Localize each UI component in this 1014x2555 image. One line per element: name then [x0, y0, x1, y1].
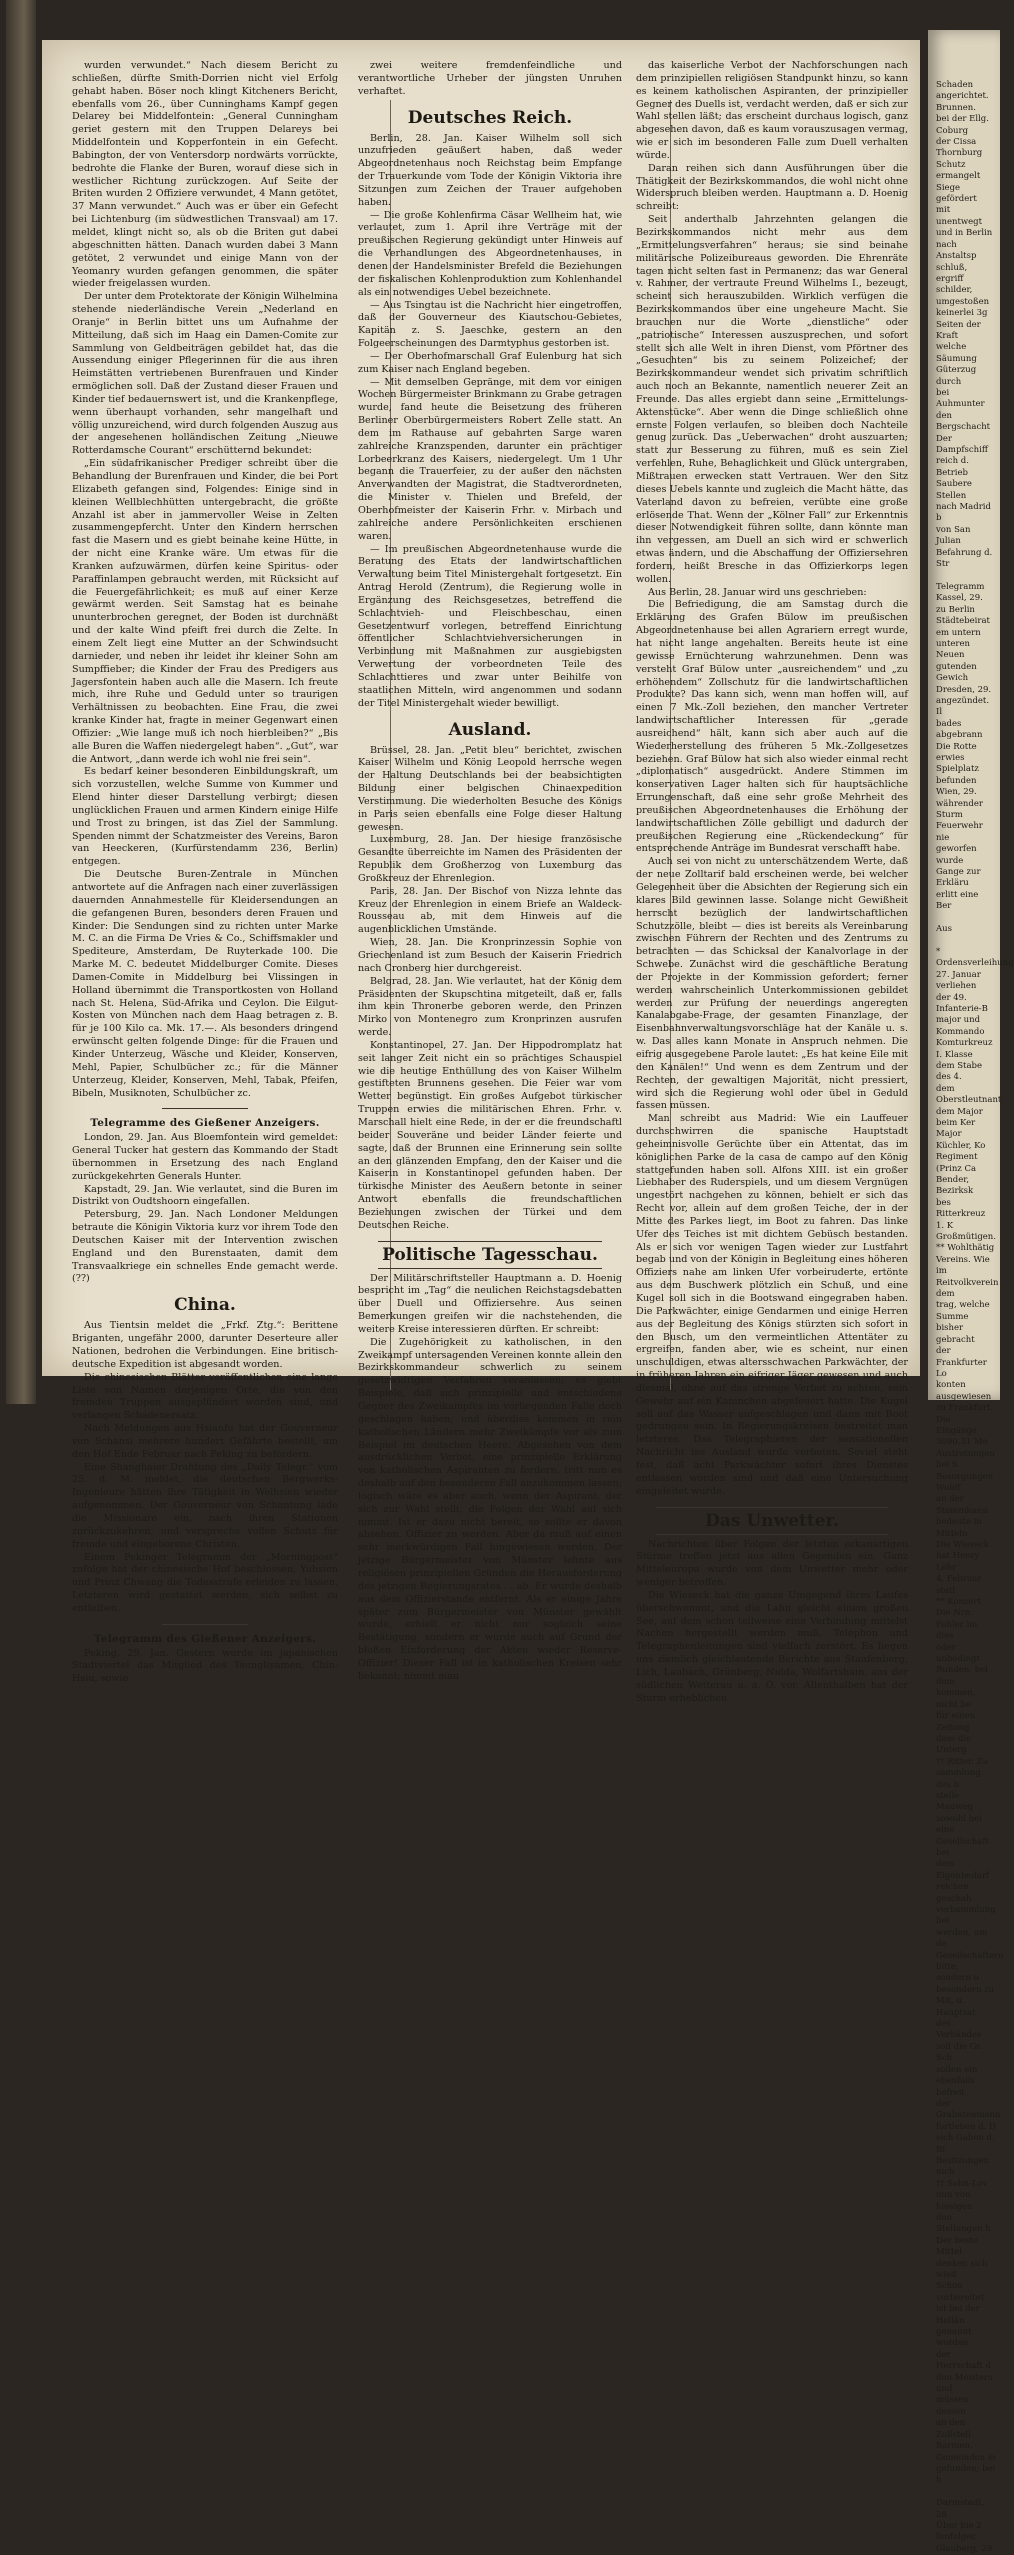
article-paragraph: Die Wieseck hat die ganze Umgegend ihres Laufes überschwemmt, und die Lahn gleicht einem großen See, auf dem schon teilweise eine Verbindung mittelst Nachen hergestellt werden muß. Telephon und Telegraphenleitungen sind vielfach zerstört. Es liegen uns ziemlich gleichlautende Berichte aus Staufenberg, Lich, Laubach, Grünberg, Nidda, Wolfartshain, aus der südlichen Wetterau u. a. O. vor. Allenthalben hat der Sturm erheblichen: [636, 1589, 908, 1704]
article-paragraph: Brüssel, 28. Jan. „Petit bleu“ berichtet, zwischen Kaiser Wilhelm und König Leopold herrsche wegen der Haltung Deutschlands bei der beabsichtigten Bildung einer belgischen Chinaexpedition Verstimmung. Die wiederholten Besuche des Königs in Paris seien ebenfalls eine Folge dieser Haltung gewesen.: [358, 744, 622, 833]
article-paragraph: Kapstadt, 29. Jan. Wie verlautet, sind die Buren im Distrikt von Oudtshoorn eingefallen.: [72, 1183, 338, 1208]
article-paragraph: das kaiserliche Verbot der Nachforschungen nach dem prinzipiellen religiösen Standpunkt hinzu, so kann es keinem katholischen Aspiranten, der prinzipieller Gegner des Duells ist, verdacht werden, daß er sich zur Wahl stellen läßt; das erscheint durchaus logisch, ganz abgesehen davon, daß es kaum vorauszusagen vermag, wie er sich im besonderen Falle zum Duell verhalten würde.: [636, 60, 908, 161]
article-paragraph: Wien, 28. Jan. Die Kronprinzessin Sophie von Griechenland ist zum Besuch der Kaiserin Friedrich nach Cronberg hier durchgereist.: [358, 937, 622, 974]
article-paragraph: Der Militärschriftsteller Hauptmann a. D. Hoenig bespricht im „Tag“ die neulichen Reichstagsdebatten über Duell und Offiziersehre. Aus seinen Bemerkungen greifen wir die nachstehenden, die weitere Kreise interessieren dürften. Er schreibt:: [358, 1272, 622, 1335]
article-paragraph: Die Befriedigung, die am Samstag durch die Erklärung des Grafen Bülow im preußischen Abgeordnetenhause bei allen Agrariern erregt wurde, hat nicht lange angehalten. Bereits heute ist eine gewisse Ernüchterung wahrzunehmen. Denn was versteht Graf Bülow unter „ausreichendem“ und „zu erhöhendem“ Zollschutz für die landwirtschaftlichen Produkte? Das kann sich, wenn man hoffen will, auf einen 7 Mk.-Zoll beziehen, den mancher Vertreter landwirtschaftlicher Interessen für „gerade ausreichend“ hält, kann sich aber auch auf die Wiederherstellung des früheren 5 Mk.-Zollgesetzes beziehen. Graf Bülow hat sich also wieder einmal recht „diplomatisch“ ausgedrückt. Andere Stimmen im konservativen Lager halten sich für hauptsächliche Errungenschaft, daß eine sehr große Mehrheit des preußischen Abgeordnetenhauses die Erhöhung der landwirtschaftlichen Zölle gebilligt und dadurch der preußischen Regierung eine „Rückendeckung“ für entsprechende Anträge im Bundesrat verschafft habe.: [636, 599, 908, 855]
column-3: [636, 60, 909, 1704]
telegram-heading: Telegramm des Gießener Anzeigers.: [93, 1632, 317, 1645]
section-heading: Das Unwetter.: [656, 1507, 888, 1535]
article-paragraph: Daran reihen sich dann Ausführungen über die Thätigkeit der Bezirkskommandos, die wohl nicht ohne Widerspruch bleiben werden. Hauptmann a. D. Hoenig schreibt:: [636, 162, 908, 213]
article-paragraph: wurden verwundet.“ Nach diesem Bericht zu schließen, dürfte Smith-Dorrien nicht viel Erfolg gehabt haben. Böser noch klingt Kitcheners Bericht, ebenfalls vom 26., über Cunninghams Kampf gegen Delarey bei Middelfontein: „General Cunningham geriet gestern mit den Truppen Delareys bei Middelfontein und Kopperfontein in ein Gefecht. Babington, der von Ventersdorp nordwärts vorrückte, bedrohte die Flanke der Buren, worauf diese sich in westlicher Richtung zurückzogen. Auf Seite der Briten wurden 2 Offiziere verwundet, 4 Mann getötet, 37 Mann verwundet.“ Auch was er über ein Gefecht bei Lichtenburg (im südwestlichen Transvaal) am 17. meldet, klingt nicht so, als ob die Briten gut dabei abgeschnitten hätten. Danach wurden dabei 3 Mann getötet, 2 verwundet und einige Mann von der Yeomanry wurden gefangen genommen, die später wieder freigelassen wurden.: [72, 60, 338, 290]
section-divider: [162, 1108, 248, 1109]
article-paragraph: Es bedarf keiner besonderen Einbildungskraft, um sich vorzustellen, welche Summe von Kummer und Elend hinter dieser Darstellung verbirgt; diesen unglücklichen Frauen und armen Kindern einige Hilfe und Trost zu bringen, ist das Ziel der Sammlung. Spenden nimmt der Schatzmeister des Vereins, Baron van Heeckeren, (Kurfürstendamm 236, Berlin) entgegen.: [72, 766, 338, 868]
section-heading: Ausland.: [448, 719, 532, 740]
article-paragraph: Berlin, 28. Jan. Kaiser Wilhelm soll sich unzufrieden geäußert haben, daß weder Abgeordnetenhaus noch Reichstag beim Empfange der Trauerkunde vom Tode der Königin Viktoria ihre Sitzungen zum Zeichen der Trauer aufgehoben haben.: [358, 132, 622, 208]
article-paragraph: Belgrad, 28. Jan. Wie verlautet, hat der König dem Präsidenten der Skupschtina mitgeteilt, daß er, falls ihm kein Thronerbe geboren werde, den Prinzen Mirko von Montenegro zum Kronprinzen ausrufen werde.: [358, 975, 622, 1039]
article-paragraph: Auch sei von nicht zu unterschätzendem Werte, daß der neue Zolltarif bald erscheinen werde, bei welcher Gelegenheit über die Absichten der Regierung sich ein klares Bild gewinnen lasse. Solange nicht Gewißheit herrscht bezüglich der landwirtschaftlichen Schutzzölle, bleibt — dies ist bereits als Vereinbarung zwischen Führern der Rechten und des Zentrums zu betrachten — das Schicksal der Kanalvorlage in der Schwebe. Zunächst wird die geschäftliche Beratung der Projekte in der Kommission gefordert; ferner werden wahrscheinlich Unterkommissionen gebildet werden zur Prüfung der neuerdings angeregten Kanalabgabe-Frage, der gesamten Finanzlage, der Eisenbahnverwaltungsvorschläge hat der Kanäle u. s. w. Das alles kann Monate in Anspruch nehmen. Die eifrig ausgegebene Parole lautet: „Es hat keine Eile mit den Kanälen!“ Und wenn es dem Zentrum und der Rechten, der gewaltigen Majorität, nicht pressiert, wird sich die Regierung wohl oder übel in Geduld fassen müssen.: [636, 856, 908, 1112]
article-paragraph: Aus Berlin, 28. Januar wird uns geschrieben:: [648, 586, 867, 598]
article-paragraph: Aus Tientsin meldet die „Frkf. Ztg.“: Berittene Briganten, ungefähr 2000, darunter Deserteure aller Nationen, bedrohen die Verbindungen. Eine britisch-deutsche Expedition ist abgesandt worden.: [72, 1320, 338, 1370]
section-heading: Deutsches Reich.: [407, 107, 573, 128]
article-paragraph: — Der Oberhofmarschall Graf Eulenburg hat sich zum Kaiser nach England begeben.: [358, 350, 622, 375]
article-paragraph: „Ein südafrikanischer Prediger schreibt über die Behandlung der Burenfrauen und Kinder, die bei Port Elizabeth gefangen sind, Folgendes: Einige sind in kleinen Wellblechhütten untergebracht, die größte Anzahl ist aber in jammervoller Weise in Zelten zusammengepfercht. Unter den Kindern herrschen fast die Masern und es giebt beinahe keine Hütte, in der nicht eine Kranke wäre. Um etwas für die Kranken aufzuwärmen, dürfen keine Spiritus- oder Paraffinlampen gebraucht werden, mit Rücksicht auf die Feuergefährlichkeit; es muß auf einer Kerze gewärmt werden. Seit Samstag hat es beinahe ununterbrochen geregnet, der Boden ist durchnäßt und der kalte Wind pfeift frei durch die Zelte. In einem Zelt liegt eine Mutter an der Schwindsucht darnieder, und neben ihr leidet ihr kleiner Sohn am Sumpffieber; die Kinder der Frau des Predigers aus Jagersfontein haben auch alle die Masern. Ich freute mich, ihre Ruhe und Geduld unter so traurigen Verhältnissen zu beobachten. Eine Frau, die zwei kranke Kinder hat, fragte in meiner Gegenwart einen Offizier: „Wie lange muß ich noch hierbleiben?“ „Bis alle Buren die Waffen niedergelegt haben“. „Gut“, war die Antwort, „dann werde ich wohl nie frei sein“.: [72, 458, 338, 765]
article-paragraph: — Im preußischen Abgeordnetenhause wurde die Beratung des Etats der landwirtschaftlichen Verwaltung beim Titel Ministergehalt fortgesetzt. Ein Antrag Herold (Zentrum), die Regierung wolle in Ergänzung des Reichsgesetzes, betreffend die Schlachtvieh- und Fleischbeschau, einen Gesetzentwurf vorlegen, betreffend Einrichtung öffentlicher Schlachtviehversicherungen in Verbindung mit Maßnahmen zur ausgiebigsten Verwertung der vorbeordneten Teile des Schlachttieres und zwar unter Beihilfe von staatlichen Mitteln, wird angenommen und sodann der Titel Ministergehalt wieder bewilligt.: [358, 543, 622, 709]
article-paragraph: Man schreibt aus Madrid: Wie ein Lauffeuer durchschwirren die spanische Hauptstadt geheimnisvolle Gerüchte über ein Attentat, das im königlichen Parke de la casa de campo auf den König stattgefunden haben soll. Alfons XIII. ist ein großer Liebhaber des Ruderspiels, und um diesem Vergnügen ungestört nachgehen zu können, behielt er sich das Recht vor, allein auf dem großen Teiche, der in der Mitte des Parkes liegt, im Boot zu fahren. Das linke Ufer des Teiches ist mit dichtem Gebüsch bestanden. Als er sich vor wenigen Tagen wieder zur Lustfahrt begab und von der Königin in Begleitung eines höheren Offiziers nahe am linken Ufer vorbeiruderte, ertönte aus dem Buschwerk plötzlich ein Schuß, und eine Kugel soll sich in die Bootswand eingegraben haben. Die Parkwächter, einige Gendarmen und einige Herren aus der Begleitung des Königs stürzten sich sofort in den Busch, um den vermeintlichen Attentäter zu ergreifen, fanden aber, wie es scheint, nur einen unschuldigen, etwas altersschwachen Parkwächter, der in früheren Jahren ein eifriger Jäger gewesen und auch diesmal, ohne auf das strenge Verbot zu achten, sein Gewehr auf ein Kaninchen abgefeuert hatte. Die Kugel soll auf das Wasser aufgeschlagen und dann mit Boot gedrungen sein. In Regierungskreisen bestreitet man letzteres. Das Telegraphieren der sensationellen Nachricht ins Ausland wurde verboten. Soviel steht fest, daß acht Parkwächter sofort ihres Dienstes entlassen worden sind und daß eine Untersuchung eingeleitet wurde.: [636, 1113, 908, 1497]
article-paragraph: Nachrichten über Folgen der letzten orkanartigen Stürme treffen jetzt aus allen Gegenden ein. Ganz Mitteleuropa wurde von dem Unwetter mehr oder weniger betroffen.: [636, 1538, 908, 1589]
article-paragraph: Peking, 29. Jan. Gestern wurde im japanischen Stadtviertel das Mitglied des Tsungliyamen, Chin-Hsiu, sowie: [72, 1647, 338, 1685]
section-divider: [162, 1624, 248, 1625]
book-edge: [6, 0, 36, 1404]
article-paragraph: Seit anderthalb Jahrzehnten gelangen die Bezirkskommandos nicht mehr aus dem „Ermittelungsverfahren“ heraus; sie sind beinahe militärische Polizeibureaus geworden. Die Ehrenräte tagen nicht selten fast in Permanenz; das war General v. Rahmer, der vertraute Freund Wilhelms I., bezeugt, scheint sich herauszubilden. Wirklich verfügen die Bezirkskommandos über eine ungeheure Macht. Sie brauchen nur die Worte „dienstliche“ oder „patriotische“ Interessen auszusprechen, und sofort stellt sich alle Welt in ihren Dienst, vom Pförtner des „Gesuchten“ bis zu seinem Polizeichef; der Bezirkskommandeur wendet sich privatim schriftlich auch noch an Bekannte, namentlich neuerer Zeit an Freunde. Das alles ergiebt dann seine „Ermittelungs-Aktenstücke“. Aber wenn die Dinge schließlich ohne ernste Folgen verlaufen, so bleiben doch Nachteile genug zurück. Das „Ueberwachen“ droht auszuarten; statt zur Besserung zu führen, muß es sein Ziel verfehlen, Ruhe, Behaglichkeit und Glück untergraben, Mißtrauen erwecken statt Vertrauen. Wer den Sitz dieses Uebels kannte und zugleich die Macht hätte, das Vaterland davon zu befreien, verübte eine große erlösende That. Wenn der „Kölner Fall“ zur Erkenntnis dieser Notwendigkeit führen sollte, dann könnte man ihn vergessen, am Duell an sich wird er schwerlich etwas ändern, und die Abschaffung der Offiziersehren fordern, heißt Bresche in das Offizierkorps legen wollen.: [636, 214, 909, 585]
article-paragraph: London, 29. Jan. Aus Bloemfontein wird gemeldet: General Tucker hat gestern das Kommando der Stadt übernommen in Ersetzung des nach England zurückgekehrten Generals Hunter.: [72, 1132, 338, 1182]
telegram-heading: Telegramme des Gießener Anzeigers.: [90, 1117, 320, 1130]
article-paragraph: — Mit demselben Gepränge, mit dem vor einigen Wochen Bürgermeister Brinkmann zu Grabe getragen wurde, fand heute die Beisetzung des früheren Berliner Oberbürgermeisters Robert Zelle statt. An dem im Rathause auf gebahrten Sarge waren zahlreiche Kranzspenden, darunter ein prächtiger Lorbeerkranz des Kaisers, niedergelegt. Um 1 Uhr begann die Trauerfeier, zu der außer den nächsten Anverwandten der Magistrat, die Stadtverordneten, die Minister v. Thielen und Brefeld, der Oberhofmeister der Kaiserin Frhr. v. Mirbach und zahlreiche andere Persönlichkeiten erschienen waren.: [358, 376, 622, 542]
article-paragraph: zwei weitere fremdenfeindliche und verantwortliche Urheber der jüngsten Unruhen verhaftet.: [358, 60, 622, 97]
section-heading: Politische Tagesschau.: [378, 1241, 602, 1269]
article-paragraph: — Die große Kohlenfirma Cäsar Wellheim hat, wie verlautet, zum 1. April ihre Verträge mit der preußischen Regierung gekündigt unter Hinweis auf die Verhandlungen des Abgeordnetenhauses, in denen der Handelsminister Brefeld die Beziehungen der fiskalischen Kohlenproduktion zum Kohlenhandel als ein notwendiges Uebel bezeichnete.: [358, 209, 622, 298]
article-paragraph: Die Zugehörigkeit zu katholischen, in den Zweikampf untersagenden Vereinen konnte allein den Bezirkskommandeur schwerlich zu seinem gesetzwidrigen Verfahren veranlassen; es giebt Beispiele, daß sich prinzipielle und entschiedene Gegner des Zweikampfes im vorliegenden Falle doch geschlagen haben; und überdies kommen in rein katholischen Ländern mehr Zweikämpfe vor als zum Beispiel im deutschen Heere. Abgesehen von dem ausdrücklichen Verbot, eine prinzipielle Erklärung von katholischen Aspiranten zu fordern, tritt nun es deshalb auf den besonderen Fall anzukommen lassen; logisch wäre es aber auch, wenn der Aspirant, der sich zur Wahl stellt, die Folgen der Wahl auf sich nimmt. Ist er dazu nicht bereit, so sollte er davon absehen, Offizier zu werden. Aber da muß auf einen sehr merkwürdigen Fall hingewiesen werden. Der jetzige Bürgermeister von Münster lehnte aus religiösen prinzipiellen Gründen die Herausforderung des jetzigen Regierungsrates . . ab. Er wurde deshalb aus dem Offizierstande entfernt. Als er einige Jahre später zum Bürgermeister von Münster gewählt wurde, erhielt er nicht nur sogleich seine Bestätigung, sondern er wurde auch auf Grund der bloßen Einforderung der Akten wieder Reserve-Offizier! Dieser Fall ist in katholischen Kreisen sehr bekannt; nimmt man: [358, 1336, 622, 1682]
column-2: [358, 60, 622, 1682]
article-paragraph: Die chinesischen Blätter veröffentlichen eine lange Liste von Namen derjenigen Orte, die von den fremden Truppen ausgeplündert worden sind, und verlangen Schadenersatz.: [72, 1371, 338, 1422]
article-paragraph: Paris, 28. Jan. Der Bischof von Nizza lehnte das Kreuz der Ehrenlegion in einem Briefe an Waldeck-Rousseau ab, mit dem Hinweis auf die augenblicklichen Umstände.: [358, 885, 622, 936]
article-paragraph: Der unter dem Protektorate der Königin Wilhelmina stehende niederländische Verein „Nederland en Oranje“ in Berlin bittet uns um Aufnahme der Mitteilung, daß sich im Haag ein Damen-Comite zur Sammlung von Geldbeiträgen gebildet hat, das die Aussendung einiger Pflegerinnen für die aus ihren Heimstätten vertriebenen Burenfrauen und Kinder ermöglichen soll. Daß der Zustand dieser Frauen und Kinder tief bedauernswert ist, und die Krankenpflege, wenn überhaupt vorhanden, sehr mangelhaft und völlig unzureichend, wird durch folgenden Auszug aus der angesehenen holländischen Zeitung „Nieuwe Rotterdamsche Courant“ erschütternd bekundet:: [72, 291, 338, 457]
article-paragraph: Luxemburg, 28. Jan. Der hiesige französische Gesandte überreichte im Namen des Präsidenten der Republik dem Großherzog von Luxemburg das Großkreuz der Ehrenlegion.: [358, 834, 622, 884]
article-paragraph: Konstantinopel, 27. Jan. Der Hippodromplatz hat seit langer Zeit nicht ein so prächtiges Schauspiel wie die heutige Enthüllung des von Kaiser Wilhelm gestifteten Brunnens gesehen. Die Feier war vom Wetter begünstigt. Ein großes Aufgebot türkischer Truppen erwies die militärischen Ehren. Frhr. v. Marschall hielt eine Rede, in der er die freundschaftl beider Souveräne und beider Länder feierte und sagte, daß der Brunnen eine Erinnerung sein sollte an den glänzenden Empfang, den der Kaiser und die Kaiserin in Konstantinopel gefunden haben. Der türkische Minister des Aeußern betonte in seiner Antwort ebenfalls die freundschaftlichen Beziehungen zwischen der Türkei und dem Deutschen Reiche.: [358, 1039, 622, 1231]
column-1: [72, 60, 338, 1685]
article-paragraph: Nach Meldungen aus Hsianfu hat der Gouverneur von Schansi mehrere hundert Gefährte bestellt, um den Hof Ende Februar nach Peking zu befördern.: [72, 1423, 338, 1460]
article-paragraph: Eine Shanghaier Drahtung des „Daily Telegr.“ vom 25. d. M. meldet, die deutschen Bergwerks-Ingenieure hätten ihre Tätigkeit in Weihsien wieder aufgenommen. Der Gouverneur von Schantung lade die Missionare ein, nach ihren Stationen zurückzukehren, und verspreche vollen Schutz für fremde und eingeborene Christen.: [72, 1461, 338, 1550]
facing-page-text: Schaden angerichtet. Brunnen. bei der Ellg. Coburg der Cissa Thornburg Schutz ermangelt Siege gefördert mit unentwegt und in Berlin nach Anstaltsp schluß, ergriff schilder, umgestoßen keinerlei 3g Seiten der Kraft welche Säumung Güterzug durch bei Auhmunter den Bergschacht Der Dampfschiff reich d. Betrieb Saubere Stellen nach Madrid b von San Julian Befahrung d. Str Telegramm Kassel, 29. zu Berlin Städtebeirat em untern unteren Neuen gutenden Gewich Dresden, 29. angezündet. Il bades abgebrann Die Rotte erwies Spielplatz befunden Wien, 29. währender Sturm Feuerwehr nie geworfen wurde Gange zur Erkläru erlitt eine Ber Aus * Ordensverleihung 27. Januar verliehen der 49. Infanterie-B major und Kommando Komturkreuz I. Klasse dem Stabe des 4. dem Oberstleutnant dem Major beim Ker Major Küchler, Ko Regiment (Prinz Ca Bender, Bezirksk bes Ritterkreuz 1. K Großmütigen. ** Wohlthätig Vereins. Wie im Reitvolkverein dem trag, welche Summe bisher gebracht der Frankfurter Lo konten ausgewiesen zu Frankfurt. Die Eingänge 3090,31 Me Austretungen bei S Besorgungen Woblf an der Stammkassi bedeute in Mitteln Die Wieseck hat Henry Löhr 4. Februar statt ** Konzert Die Nrn. Fehler im dies oder unbedingt Runden, bei dem kommen, nicht be für einen Zeitung dass die Unterg †† Ritter. Zu sammlung des b stelle Mauweg sowohl bei eine Gesellschaft bei dem Eigenbedarf reichen geschah verbammlung bei werden, um de Gesellschaftern bitte, sondern u besondern zu Mit, u. Hauptsat des Verbändes soll die Gr. Sch sollen ein ebenfalls befreit der Grabatenmann fortleben d. D sich Gaben d. Bi Besitzungen nich †† Sohn-Lov nun von hiesigen den Stellungen h Der beste Mittel denken sich wied Schon vorbereitet ist bei der Hollän genannt worden der Herrschaft d den Meisters und müssen dessen an den Zollstell Barmen. Gemeinden in gefunden; bei h Darmstadt, 28 Über bie 2 fonfolger. Glauberg, 29: [936, 80, 1014, 2554]
article-paragraph: Petersburg, 29. Jan. Nach Londoner Meldungen betraute die Königin Viktoria kurz vor ihrem Tode den Deutschen Kaiser mit der Intervention zwischen England und den Burenstaaten, damit dem Transvaalkriege ein schnelles Ende gemacht werde. (??): [72, 1209, 338, 1285]
article-paragraph: Einem Pekinger Telegramm der „Morningpost“ zufolge hat der chinesische Hof beschlossen, Yuhsien und Prinz Chwang die Todesstrafe erleiden zu lassen. Letzteren wird gestattet werden, sich selbst zu entleiben.: [72, 1551, 338, 1614]
facing-page-edge: [928, 30, 1014, 2554]
article-paragraph: Die Deutsche Buren-Zentrale in München antwortete auf die Anfragen nach einer zuverlässigen dauernden Annahmestelle für Kleidersendungen an die gefangenen Buren, besonders deren Frauen und Kinder: Die Sendungen sind zu richten unter Marke M. C. an die Firma De Vries & Co., Schiffsmakler und Spediteure, Amsterdam, De Ruyterkade 100. Die Marke M. C. bedeutet Middelburger Comite. Dieses Damen-Comite in Middelburg bei Vlissingen in Holland übernimmt die Transportkosten von Holland nach St. Helena, Süd-Afrika und Ceylon. Die Eilgut-Kosten von München nach dem Haag betragen z. B. für je 100 Kilo ca. Mk. 17.—. Als besonders dringend erwünscht gelten folgende Dinge: für die Frauen und Kinder Unterzeug, Wäsche und Kleider, Konserven, Mehl, Papier, Schulbücher zc.; für die Männer Unterzeug, Kleider, Konserven, Mehl, Tabak, Pfeifen, Bibeln, Musiknoten, Schulbücher zc.: [72, 869, 338, 1099]
article-paragraph: — Aus Tsingtau ist die Nachricht hier eingetroffen, daß der Gouverneur des Kiautschou-Gebietes, Kapitän z. S. Jaeschke, gestern an den Folgeerscheinungen des Darmtyphus gestorben ist.: [358, 299, 622, 350]
section-heading: China.: [174, 1295, 236, 1316]
